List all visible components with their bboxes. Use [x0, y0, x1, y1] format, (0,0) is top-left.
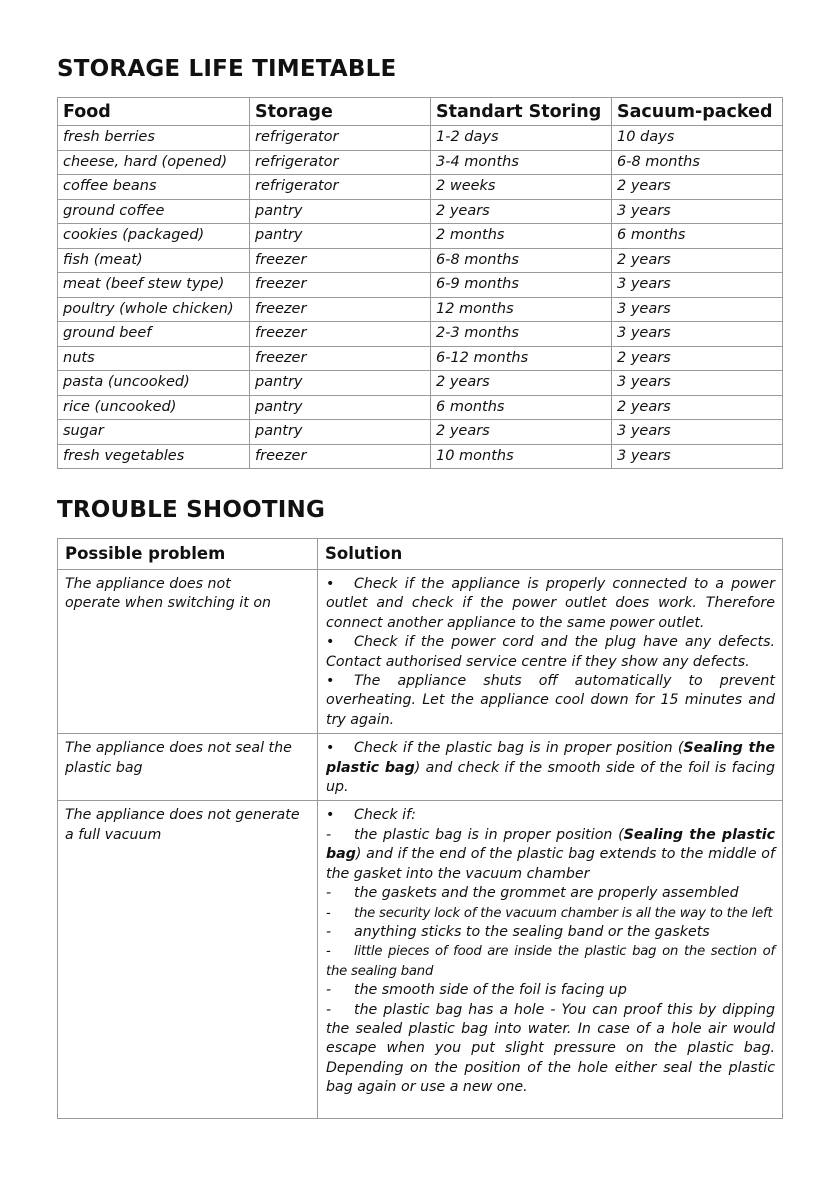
table-row — [58, 199, 783, 224]
food-cell: pasta (uncooked) — [58, 371, 250, 396]
solution-text: ) and check if the smooth side of the foil is facing up. — [326, 759, 775, 796]
dash-marker: - — [326, 885, 332, 902]
vacuum-packed-cell: 3 years — [612, 371, 783, 396]
dash-marker: - — [326, 923, 332, 940]
solution-text: the gaskets and the grommet are properly assembled — [354, 885, 739, 902]
table-row — [58, 126, 783, 151]
standard-storing-cell: 6 months — [431, 395, 612, 420]
table-row — [58, 395, 783, 420]
problem-cell — [58, 801, 318, 1119]
bullet-icon: • — [326, 740, 335, 757]
dash-marker: - — [326, 826, 332, 843]
table-row — [58, 801, 783, 1119]
food-cell: meat (beef stew type) — [58, 273, 250, 298]
column-header-vacuum-packed: Sacuum-packed — [612, 98, 783, 126]
storage-cell: freezer — [250, 346, 431, 371]
solution-text: the plastic bag has a hole - You can proof this by dipping the sealed plastic bag into water. In case of a hole air would escape when you put slight pressure on the plastic bag. Depending on the position of the hole either seal the plastic bag again or use a new one. — [326, 1001, 775, 1096]
vacuum-packed-cell: 3 years — [612, 199, 783, 224]
vacuum-packed-cell: 3 years — [612, 297, 783, 322]
solution-text: The appliance shuts off automatically to prevent overheating. Let the appliance cool down for 15 minutes and try again. — [326, 673, 775, 728]
table-row — [58, 175, 783, 200]
solution-dash-item — [326, 904, 775, 923]
bullet-icon: • — [326, 634, 335, 651]
trouble-shooting-heading: TROUBLE SHOOTING — [57, 497, 326, 523]
dash-marker: - — [326, 905, 331, 921]
column-header-food: Food — [58, 98, 250, 126]
standard-storing-cell: 6-8 months — [431, 248, 612, 273]
vacuum-packed-cell: 10 days — [612, 126, 783, 151]
trouble-shooting-table — [57, 538, 783, 1119]
standard-storing-cell: 2 years — [431, 420, 612, 445]
problem-text: operate when switching it on — [65, 595, 271, 612]
column-header-solution: Solution — [318, 539, 783, 570]
vacuum-packed-cell: 6-8 months — [612, 150, 783, 175]
standard-storing-cell: 2 weeks — [431, 175, 612, 200]
solution-text: Check if the plastic bag is in proper position ( — [354, 740, 684, 757]
solution-bullet-item — [326, 575, 775, 633]
problem-text: The appliance does not seal the — [65, 740, 292, 757]
table-row — [58, 150, 783, 175]
problem-text: The appliance does not generate — [65, 807, 300, 824]
table-row — [58, 248, 783, 273]
food-cell: fresh vegetables — [58, 444, 250, 469]
table-row — [58, 371, 783, 396]
standard-storing-cell: 10 months — [431, 444, 612, 469]
problem-text: a full vacuum — [65, 826, 162, 843]
solution-text: anything sticks to the sealing band or the gaskets — [354, 923, 710, 940]
storage-cell: pantry — [250, 371, 431, 396]
storage-cell: refrigerator — [250, 126, 431, 151]
solution-text: ) and if the end of the plastic bag extends to the middle of the gasket into the vacuum chamber — [326, 846, 775, 882]
solution-dash-item — [326, 884, 775, 903]
table-row — [58, 420, 783, 445]
dash-marker: - — [326, 982, 332, 999]
storage-life-table — [57, 97, 783, 469]
column-header-possible-problem: Possible problem — [58, 539, 318, 570]
bullet-icon: • — [326, 576, 335, 592]
solution-bullet-item — [326, 806, 775, 825]
food-cell: cheese, hard (opened) — [58, 150, 250, 175]
dash-marker: - — [326, 944, 331, 960]
food-cell: nuts — [58, 346, 250, 371]
storage-cell: freezer — [250, 248, 431, 273]
vacuum-packed-cell: 2 years — [612, 395, 783, 420]
section-reference: Sealing the plastic bag — [326, 826, 776, 863]
vacuum-packed-cell: 3 years — [612, 273, 783, 298]
table-row — [58, 224, 783, 249]
standard-storing-cell: 6-9 months — [431, 273, 612, 298]
food-cell: coffee beans — [58, 175, 250, 200]
standard-storing-cell: 6-12 months — [431, 346, 612, 371]
storage-cell: pantry — [250, 420, 431, 445]
food-cell: ground coffee — [58, 199, 250, 224]
solution-cell — [318, 570, 783, 734]
table-row — [58, 444, 783, 469]
trouble-header-row — [58, 539, 783, 570]
storage-cell: freezer — [250, 322, 431, 347]
storage-cell: refrigerator — [250, 175, 431, 200]
solution-text: Check if: — [354, 807, 416, 824]
problem-cell — [58, 570, 318, 734]
solution-text: Check if the appliance is properly connected to a power outlet and check if the power outlet does work. Therefore connect another appliance to the same power outlet. — [326, 576, 775, 631]
solution-bullet-item — [326, 633, 775, 672]
storage-header-row — [58, 98, 783, 126]
table-row — [58, 297, 783, 322]
solution-text: little pieces of food are inside the plastic bag on the section of the sealing band — [326, 944, 775, 979]
vacuum-packed-cell: 2 years — [612, 346, 783, 371]
solution-cell — [318, 801, 783, 1119]
table-row — [58, 322, 783, 347]
storage-cell: freezer — [250, 273, 431, 298]
storage-cell: pantry — [250, 395, 431, 420]
solution-dash-item — [326, 826, 775, 884]
standard-storing-cell: 2 months — [431, 224, 612, 249]
vacuum-packed-cell: 2 years — [612, 175, 783, 200]
vacuum-packed-cell: 6 months — [612, 224, 783, 249]
vacuum-packed-cell: 3 years — [612, 420, 783, 445]
table-row — [58, 346, 783, 371]
storage-cell: refrigerator — [250, 150, 431, 175]
food-cell: rice (uncooked) — [58, 395, 250, 420]
solution-bullet-item — [326, 739, 775, 797]
solution-text: Check if the power cord and the plug have any defects. Contact authorised service centre if they show any defects. — [326, 634, 775, 670]
solution-bullet-item — [326, 672, 775, 730]
bullet-icon: • — [326, 807, 335, 824]
table-row — [58, 273, 783, 298]
storage-cell: freezer — [250, 297, 431, 322]
solution-text: the plastic bag is in proper position ( — [354, 826, 624, 843]
food-cell: fresh berries — [58, 126, 250, 151]
solution-text: the security lock of the vacuum chamber is all the way to the left — [354, 905, 773, 921]
standard-storing-cell: 2-3 months — [431, 322, 612, 347]
storage-cell: pantry — [250, 224, 431, 249]
standard-storing-cell: 2 years — [431, 371, 612, 396]
vacuum-packed-cell: 3 years — [612, 444, 783, 469]
storage-life-heading: STORAGE LIFE TIMETABLE — [57, 56, 397, 82]
standard-storing-cell: 2 years — [431, 199, 612, 224]
standard-storing-cell: 12 months — [431, 297, 612, 322]
food-cell: cookies (packaged) — [58, 224, 250, 249]
standard-storing-cell: 3-4 months — [431, 150, 612, 175]
food-cell: sugar — [58, 420, 250, 445]
vacuum-packed-cell: 3 years — [612, 322, 783, 347]
section-reference: Sealing the plastic bag — [326, 740, 775, 776]
problem-text: The appliance does not — [65, 576, 231, 592]
problem-cell — [58, 734, 318, 801]
solution-dash-item — [326, 981, 775, 1000]
storage-cell: freezer — [250, 444, 431, 469]
solution-dash-item — [326, 1001, 775, 1098]
storage-cell: pantry — [250, 199, 431, 224]
food-cell: ground beef — [58, 322, 250, 347]
bullet-icon: • — [326, 673, 335, 690]
column-header-standard-storing: Standart Storing — [431, 98, 612, 126]
column-header-storage: Storage — [250, 98, 431, 126]
solution-cell — [318, 734, 783, 801]
dash-marker: - — [326, 1001, 332, 1018]
food-cell: poultry (whole chicken) — [58, 297, 250, 322]
solution-dash-item — [326, 942, 775, 981]
vacuum-packed-cell: 2 years — [612, 248, 783, 273]
problem-text: plastic bag — [65, 759, 143, 776]
table-row — [58, 734, 783, 801]
solution-dash-item — [326, 923, 775, 942]
food-cell: fish (meat) — [58, 248, 250, 273]
table-row — [58, 570, 783, 734]
standard-storing-cell: 1-2 days — [431, 126, 612, 151]
solution-text: the smooth side of the foil is facing up — [354, 982, 627, 999]
